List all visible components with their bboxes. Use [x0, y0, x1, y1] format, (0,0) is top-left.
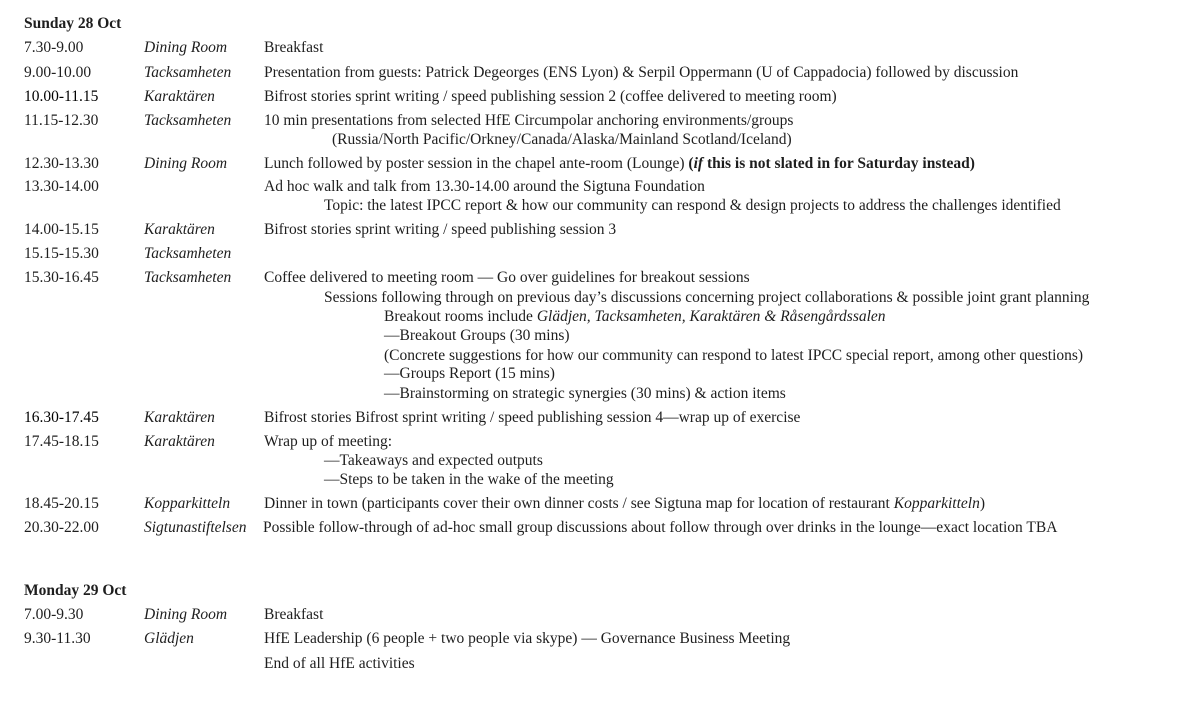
activity-detail: —Steps to be taken in the wake of the meeting — [324, 471, 614, 488]
time-slot: 17.45-18.15 — [24, 433, 99, 450]
time-slot: 12.30-13.30 — [24, 155, 99, 172]
schedule-row — [0, 87, 1187, 107]
activity-detail: —Breakout Groups (30 mins) — [384, 327, 570, 344]
location: Dining Room — [144, 606, 228, 623]
schedule-row-continuation — [0, 307, 1187, 327]
activity: Dinner in town (participants cover their own dinner costs / see Sigtuna map for location of restaurant Kopparkitteln) — [264, 495, 986, 512]
activity: Ad hoc walk and talk from 13.30-14.00 around the Sigtuna Foundation — [264, 178, 705, 195]
schedule-row-continuation — [0, 470, 1187, 490]
activity: Breakfast — [264, 606, 324, 623]
schedule-row — [0, 494, 1187, 514]
schedule-row-continuation — [0, 326, 1187, 346]
time-slot: 13.30-14.00 — [24, 178, 99, 195]
activity-note: (if this is not slated in for Saturday instead) — [688, 155, 975, 172]
activity-detail: Breakout rooms include Glädjen, Tacksamheten, Karaktären & Råsengårdssalen — [384, 308, 886, 325]
schedule-row — [0, 432, 1187, 452]
time-slot: 7.30-9.00 — [24, 39, 84, 56]
schedule-row — [0, 111, 1187, 131]
location: Sigtunastiftelsen — [144, 519, 247, 536]
schedule-row — [0, 629, 1187, 649]
schedule-row — [0, 268, 1187, 288]
schedule-row-continuation — [0, 364, 1187, 384]
time-slot: 10.00-11.15 — [24, 88, 99, 105]
activity: Bifrost stories sprint writing / speed publishing session 3 — [264, 221, 617, 238]
activity: Bifrost stories sprint writing / speed publishing session 2 (coffee delivered to meeting room) — [264, 88, 837, 105]
activity-detail: End of all HfE activities — [264, 655, 415, 672]
activity-detail: Topic: the latest IPCC report & how our community can respond & design projects to address the challenges identified — [324, 197, 1061, 214]
activity: Presentation from guests: Patrick Degeorges (ENS Lyon) & Serpil Oppermann (U of Cappadocia) followed by discussion — [264, 64, 1019, 81]
day-heading-sunday: Sunday 28 Oct — [24, 15, 122, 32]
time-slot: 14.00-15.15 — [24, 221, 99, 238]
schedule-row — [0, 605, 1187, 625]
activity — [264, 154, 975, 173]
schedule-row-continuation — [0, 451, 1187, 471]
activity: HfE Leadership (6 people + two people via skype) — Governance Business Meeting — [264, 630, 791, 647]
location: Kopparkitteln — [144, 495, 231, 512]
location: Tacksamheten — [144, 245, 232, 262]
room-list: Glädjen, Tacksamheten, Karaktären & Råsengårdssalen — [536, 308, 886, 325]
location: Karaktären — [144, 88, 215, 105]
schedule-row-continuation — [0, 384, 1187, 404]
time-slot: 20.30-22.00 — [24, 519, 99, 536]
activity: Coffee delivered to meeting room — Go over guidelines for breakout sessions — [264, 269, 750, 286]
activity: Breakfast — [264, 39, 324, 56]
schedule-row — [0, 244, 1187, 264]
schedule-row — [0, 63, 1187, 83]
location: Glädjen — [144, 630, 194, 647]
time-slot: 15.30-16.45 — [24, 269, 99, 286]
schedule-row — [0, 177, 1187, 197]
location: Karaktären — [144, 221, 215, 238]
time-slot: 9.00-10.00 — [24, 64, 92, 81]
activity-detail: (Concrete suggestions for how our community can respond to latest IPCC special report, among other questions) — [384, 347, 1084, 364]
activity-detail: —Groups Report (15 mins) — [384, 365, 555, 382]
activity-detail: Sessions following through on previous day’s discussions concerning project collaborations & possible joint grant planning — [324, 289, 1090, 306]
time-slot: 7.00-9.30 — [24, 606, 84, 623]
schedule-row — [0, 518, 1187, 538]
time-slot: 15.15-15.30 — [24, 245, 99, 262]
schedule-row-continuation — [0, 288, 1187, 308]
time-slot: 11.15-12.30 — [24, 112, 99, 129]
activity: Bifrost stories Bifrost sprint writing / speed publishing session 4—wrap up of exercise — [264, 409, 801, 426]
location: Karaktären — [144, 433, 215, 450]
schedule-row — [0, 408, 1187, 428]
activity-text: Lunch followed by poster session in the chapel ante-room (Lounge) — [264, 155, 689, 172]
schedule-row-continuation — [0, 346, 1187, 366]
activity-detail: —Brainstorming on strategic synergies (30 mins) & action items — [384, 385, 786, 402]
activity-detail: (Russia/North Pacific/Orkney/Canada/Alaska/Mainland Scotland/Iceland) — [332, 131, 792, 148]
schedule-row-continuation — [0, 196, 1187, 216]
schedule-row — [0, 220, 1187, 240]
schedule-row-continuation — [0, 654, 1187, 674]
location: Dining Room — [144, 155, 228, 172]
location: Tacksamheten — [144, 269, 232, 286]
time-slot: 9.30-11.30 — [24, 630, 91, 647]
activity: Wrap up of meeting: — [264, 433, 393, 450]
day-heading-monday: Monday 29 Oct — [24, 582, 127, 599]
activity: Possible follow-through of ad-hoc small group discussions about follow through over drinks in the lounge—exact location TBA — [263, 519, 1058, 536]
location: Karaktären — [144, 409, 215, 426]
location: Tacksamheten — [144, 112, 232, 129]
schedule-row — [0, 38, 1187, 58]
schedule-row — [0, 154, 1187, 174]
time-slot: 18.45-20.15 — [24, 495, 99, 512]
activity: 10 min presentations from selected HfE Circumpolar anchoring environments/groups — [264, 112, 794, 129]
schedule-row-continuation — [0, 130, 1187, 150]
location: Dining Room — [144, 39, 228, 56]
activity-detail: —Takeaways and expected outputs — [324, 452, 543, 469]
restaurant-name: Kopparkitteln — [893, 495, 980, 512]
time-slot: 16.30-17.45 — [24, 409, 99, 426]
location: Tacksamheten — [144, 64, 232, 81]
